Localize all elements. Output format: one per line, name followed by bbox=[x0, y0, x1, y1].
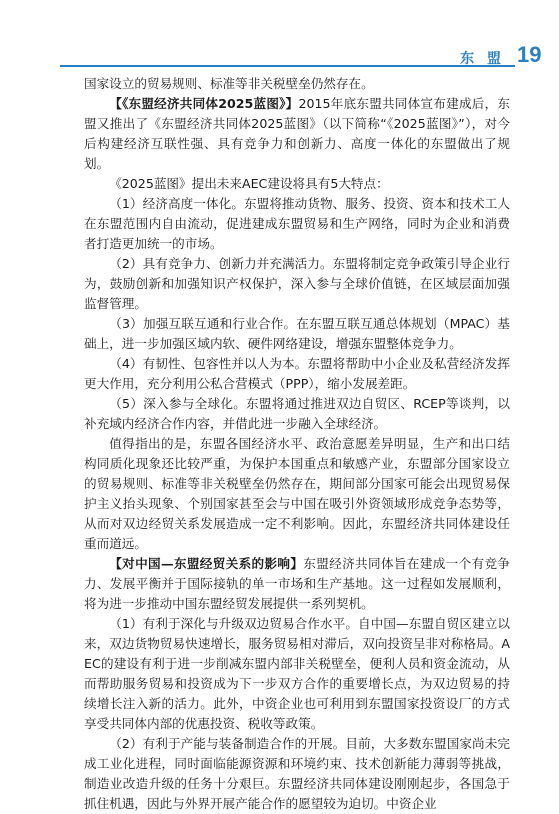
paragraph bbox=[84, 354, 510, 394]
paragraph bbox=[84, 734, 510, 814]
paragraph bbox=[84, 434, 510, 554]
paragraph bbox=[84, 314, 510, 354]
paragraph-text: （3）加强互联互通和行业合作。在东盟互联互通总体规划（MPAC）基础上，进一步加强区域内软、硬件网络建设，增强东盟整体竞争力。 bbox=[84, 316, 510, 351]
paragraph bbox=[84, 94, 510, 174]
paragraph-text: （4）有韧性、包容性并以人为本。东盟将帮助中小企业及私营经济发挥更大作用，充分利用公私合营模式（PPP），缩小发展差距。 bbox=[84, 356, 510, 391]
paragraph-text: 国家设立的贸易规则、标准等非关税壁垒仍然存在。 bbox=[84, 76, 374, 91]
paragraph bbox=[84, 394, 510, 434]
paragraph-text: （2）具有竞争力、创新力并充满活力。东盟将制定竞争政策引导企业行为，鼓励创新和加强知识产权保护，深入参与全球价值链，在区域层面加强监督管理。 bbox=[84, 256, 510, 311]
paragraph-heading: 【《东盟经济共同体2025蓝图》】 bbox=[109, 96, 299, 111]
paragraph bbox=[84, 614, 510, 734]
paragraph-text: 值得指出的是，东盟各国经济水平、政治意愿差异明显，生产和出口结构同质化现象还比较严重，为保护本国重点和敏感产业，东盟部分国家设立的贸易规则、标准等非关税壁垒仍然存在，期间部分国家可能会出现贸易保护主义抬头现象、个别国家甚至会与中国在吸引外资领域形成竞争态势等，从而对双边经贸关系发展造成一定不利影响。因此，东盟经济共同体建设任重而道远。 bbox=[84, 436, 510, 551]
paragraph bbox=[84, 174, 510, 194]
paragraph bbox=[84, 254, 510, 314]
paragraph-text: （1）有利于深化与升级双边贸易合作水平。自中国—东盟自贸区建立以来，双边货物贸易快速增长，服务贸易相对滞后，双向投资呈非对称格局。AEC的建设有利于进一步削减东盟内部非关税壁垒，便利人员和资金流动，从而帮助服务贸易和投资成为下一步双方合作的重要增长点，为双边贸易的持续增长注入新的活力。此外，中资企业也可利用到东盟国家投资设厂的方式享受共同体内部的优惠投资、税收等政策。 bbox=[84, 616, 510, 731]
paragraph-heading: 【对中国—东盟经贸关系的影响】 bbox=[109, 556, 304, 571]
paragraph-text: （1）经济高度一体化。东盟将推动货物、服务、投资、资本和技术工人在东盟范围内自由流动，促进建成东盟贸易和生产网络，同时为企业和消费者打造更加统一的市场。 bbox=[84, 196, 510, 251]
paragraph-text: （5）深入参与全球化。东盟将通过推进双边自贸区、RCEP等谈判，以补充域内经济合作内容，并借此进一步融入全球经济。 bbox=[84, 396, 510, 431]
paragraph-text: 2015年底东盟共同体宣布建成后，东盟又推出了《东盟经济共同体2025蓝图》（以下简称“《2025蓝图》”），对今后构建经济互联性强、具有竞争力和创新力、高度一体化的东盟做出了规划。 bbox=[84, 96, 510, 171]
body-text bbox=[84, 74, 510, 814]
paragraph bbox=[84, 554, 510, 614]
paragraph-text: 《2025蓝图》提出未来AEC建设将具有5大特点： bbox=[109, 176, 389, 191]
section-title: 东 盟 bbox=[460, 51, 505, 67]
paragraph bbox=[84, 74, 510, 94]
paragraph-text: （2）有利于产能与装备制造合作的开展。目前，大多数东盟国家尚未完成工业化进程，同时面临能源资源和环境约束、技术创新能力薄弱等挑战，制造业改造升级的任务十分艰巨。东盟经济共同体建设刚刚起步，各国急于抓住机遇，因此与外界开展产能合作的愿望较为迫切。中资企业 bbox=[84, 736, 510, 811]
paragraph bbox=[84, 194, 510, 254]
paragraph-text: 东盟经济共同体旨在建成一个有竞争力、发展平衡并于国际接轨的单一市场和生产基地。这一过程如发展顺利，将为进一步推动中国东盟经贸发展提供一系列契机。 bbox=[84, 556, 511, 611]
page-number: 19 bbox=[517, 42, 542, 67]
